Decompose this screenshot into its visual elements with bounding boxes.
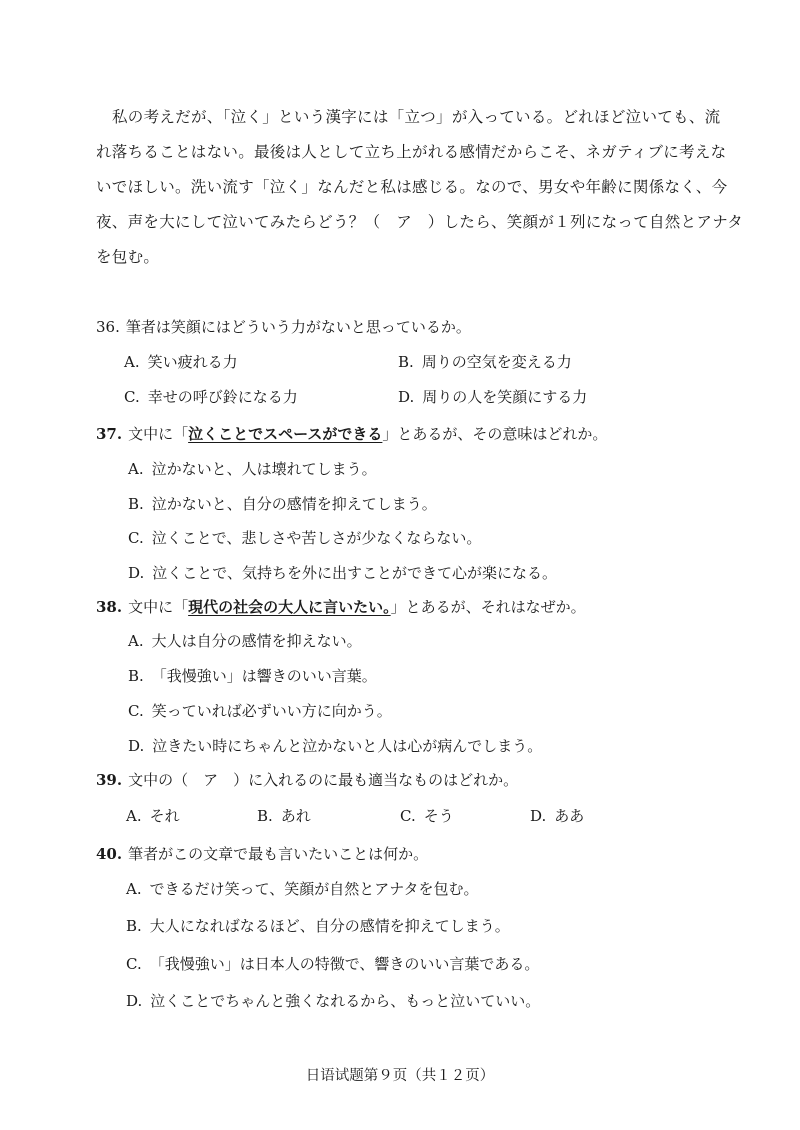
question-number: 38. [96, 598, 123, 616]
option-text: あれ [280, 807, 311, 825]
passage-line: を包む。 [96, 248, 160, 266]
option-text: 泣くことで、気持ちを外に出すことができて心が楽になる。 [152, 564, 557, 582]
option-letter: B. [398, 353, 414, 371]
question-39-option-a[interactable] [126, 805, 180, 826]
option-text: 泣くことで、悲しさや苦しさが少なくならない。 [151, 529, 482, 547]
question-37-stem [96, 423, 607, 444]
passage-line: 私の考えだが、「泣く」という漢字には「立つ」が入っている。どれほど泣いても、流 [112, 108, 721, 126]
question-38-option-c[interactable] [128, 700, 392, 721]
question-37-option-c[interactable] [128, 527, 481, 548]
question-text-post: 」とあるが、それはなぜか。 [390, 598, 586, 616]
option-letter: A. [124, 353, 140, 371]
underlined-quote: 現代の社会の大人に言いたい。 [188, 598, 391, 616]
question-text-post: 」とあるが、その意味はどれか。 [382, 425, 608, 443]
question-text: 筆者がこの文章で最も言いたいことは何か。 [128, 845, 429, 863]
page-footer: 日语试题第９页（共１２页） [305, 1068, 495, 1084]
question-text: 文中の（ ア ）に入れるのに最も適当なものはどれか。 [128, 771, 519, 789]
option-text: 泣かないと、人は壊れてしまう。 [151, 460, 377, 478]
option-letter: B. [128, 667, 144, 685]
option-letter: C. [124, 388, 140, 406]
option-letter: C. [126, 955, 142, 973]
question-38-option-a[interactable] [128, 630, 362, 651]
option-text: それ [149, 807, 180, 825]
question-38-option-b[interactable] [128, 665, 377, 686]
question-text: 筆者は笑顔にはどういう力がないと思っているか。 [125, 318, 471, 336]
option-letter: C. [128, 529, 144, 547]
question-39-option-b[interactable] [257, 805, 311, 826]
option-text: ああ [554, 807, 585, 825]
question-37-option-b[interactable] [128, 493, 437, 514]
option-text: 大人になればなるほど、自分の感情を抑えてしまう。 [149, 917, 510, 935]
question-36-option-a[interactable] [124, 351, 238, 372]
question-39-option-c[interactable] [400, 805, 454, 826]
option-text: 笑っていれば必ずいい方に向かう。 [151, 702, 392, 720]
question-36-option-d[interactable] [398, 386, 587, 407]
option-letter: C. [128, 702, 144, 720]
option-letter: A. [128, 632, 144, 650]
option-text: 大人は自分の感情を抑えない。 [151, 632, 362, 650]
question-36-stem [96, 316, 471, 337]
passage-line: 夜、声を大にして泣いてみたらどう？（ ア ）したら、笑顔が１列になって自然とアナタ [96, 213, 744, 231]
option-letter: D. [398, 388, 415, 406]
option-text: 幸せの呼び鈴になる力 [147, 388, 298, 406]
option-text: 周りの人を笑顔にする力 [422, 388, 588, 406]
option-text: 笑い疲れる力 [147, 353, 238, 371]
option-text: 「我慢強い」は響きのいい言葉。 [151, 667, 377, 685]
question-38-stem [96, 596, 586, 617]
option-letter: B. [128, 495, 144, 513]
option-text: 泣かないと、自分の感情を抑えてしまう。 [151, 495, 437, 513]
reading-passage [96, 100, 744, 275]
question-40-option-c[interactable] [126, 953, 539, 974]
option-letter: B. [126, 917, 142, 935]
question-text-pre: 文中に「 [128, 425, 189, 443]
option-letter: D. [530, 807, 547, 825]
option-letter: C. [400, 807, 416, 825]
option-letter: D. [128, 564, 145, 582]
question-39-stem [96, 769, 518, 790]
question-36-option-c[interactable] [124, 386, 298, 407]
question-text-pre: 文中に「 [128, 598, 189, 616]
option-letter: A. [126, 807, 142, 825]
option-text: 泣きたい時にちゃんと泣かないと人は心が病んでしまう。 [152, 737, 543, 755]
question-number: 39. [96, 771, 123, 789]
question-number: 40. [96, 845, 123, 863]
underlined-quote: 泣くことでスペースができる [188, 425, 383, 443]
option-letter: A. [126, 880, 142, 898]
question-40-option-a[interactable] [126, 878, 479, 899]
question-40-option-d[interactable] [126, 990, 540, 1011]
question-39-option-d[interactable] [530, 805, 584, 826]
option-text: できるだけ笑って、笑顔が自然とアナタを包む。 [149, 880, 479, 898]
option-letter: A. [128, 460, 144, 478]
option-letter: B. [257, 807, 273, 825]
question-number: 36. [96, 318, 120, 336]
question-37-option-a[interactable] [128, 458, 377, 479]
option-text: そう [423, 807, 454, 825]
option-letter: D. [126, 992, 143, 1010]
passage-line: いでほしい。洗い流す「泣く」なんだと私は感じる。なので、男女や年齢に関係なく、今 [96, 178, 728, 196]
question-40-option-b[interactable] [126, 915, 510, 936]
question-number: 37. [96, 425, 123, 443]
question-40-stem [96, 843, 428, 864]
option-text: 周りの空気を変える力 [421, 353, 572, 371]
option-text: 「我慢強い」は日本人の特徴で、響きのいい言葉である。 [149, 955, 540, 973]
question-37-option-d[interactable] [128, 562, 557, 583]
passage-line: れ落ちることはない。最後は人として立ち上がれる感情だからこそ、ネガティブに考えな [96, 143, 727, 161]
question-38-option-d[interactable] [128, 735, 542, 756]
option-letter: D. [128, 737, 145, 755]
option-text: 泣くことでちゃんと強くなれるから、もっと泣いていい。 [150, 992, 541, 1010]
question-36-option-b[interactable] [398, 351, 572, 372]
